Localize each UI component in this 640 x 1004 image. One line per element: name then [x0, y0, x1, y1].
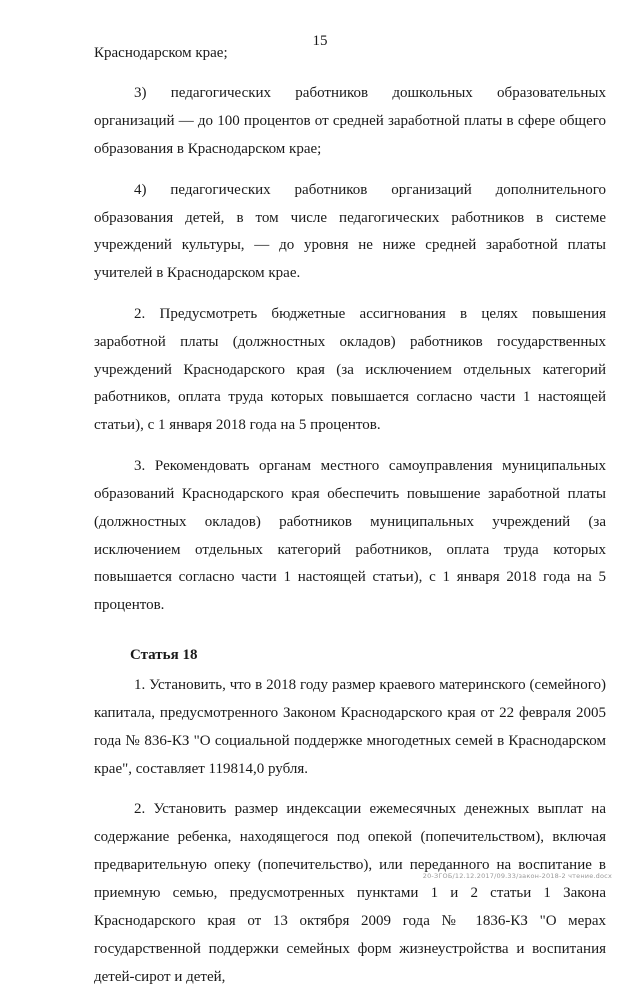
paragraph-part-3: 3. Рекомендовать органам местного самоуправления муниципальных образований Краснодарского края обеспечить повышение заработной платы (должностных окладов) работников муниципальных учреждений (за исключением отдельных категорий работников, оплата труда которых повышается согласно части 1 настоящей статьи), с 1 января 2018 года на 5 процентов.	[94, 457, 606, 614]
article-18-paragraph-2: 2. Установить размер индексации ежемесячных денежных выплат на содержание ребенка, находящегося под опекой (попечительством), включая предварительную опеку (попечительство), или переданного на воспитание в приемную семью, предусмотренных пунктами 1 и 2 статьи 1 Закона Краснодарского края от 13 октября 2009 года № 1836-КЗ "О мерах государственной поддержки семейных форм жизнеустройства и воспитания детей-сирот и детей,	[94, 801, 606, 985]
article-18-paragraph-1: 1. Установить, что в 2018 году размер краевого материнского (семейного) капитала, предусмотренного Законом Краснодарского края от 22 февраля 2005 года № 836-КЗ "О социальной поддержке многодетных семей в Краснодарском крае", составляет 119814,0 рубля.	[94, 677, 606, 777]
paragraph-item-4: 4) педагогических работников организаций дополнительного образования детей, в том числе педагогических работников в системе учреждений культуры, — до уровня не ниже средней заработной платы учителей в Краснодарском крае.	[94, 181, 606, 282]
paragraph-item-3: 3) педагогических работников дошкольных образовательных организаций — до 100 процентов от средней заработной платы в сфере общего образования в Краснодарском крае;	[94, 85, 606, 158]
paragraph-part-2: 2. Предусмотреть бюджетные ассигнования в целях повышения заработной платы (должностных окладов) работников государственных учреждений Краснодарского края (за исключением отдельных категорий работников, оплата труда которых повышается согласно части 1 настоящей статьи), с 1 января 2018 года на 5 процентов.	[94, 305, 606, 434]
page-number: 15	[312, 33, 328, 49]
paragraph-continuation: Краснодарском крае;	[94, 45, 228, 61]
file-path-footer: 20-ЗГОБ/12.12.2017/09.33/закон-2018-2 чтение.docx	[422, 872, 612, 880]
article-heading: Статья 18	[130, 647, 198, 664]
document-body	[94, 40, 606, 1004]
